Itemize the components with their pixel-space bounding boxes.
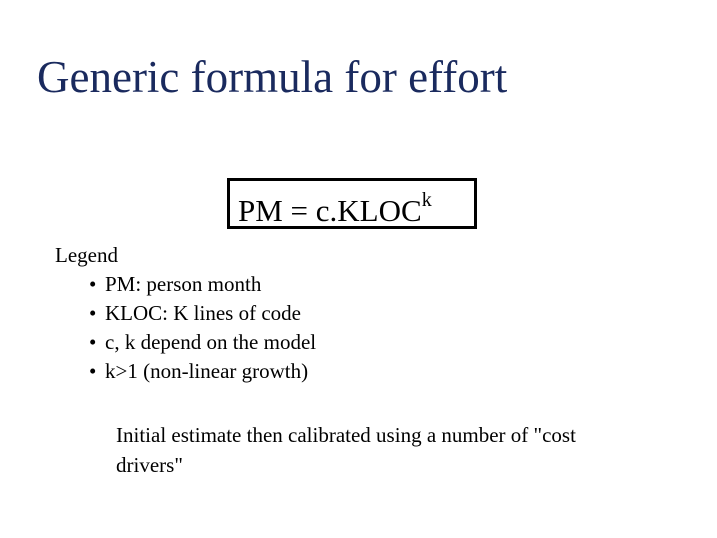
formula-exponent: k	[421, 188, 432, 211]
formula-base: PM = c.KLOC	[238, 193, 422, 228]
legend-item-text: c, k depend on the model	[105, 330, 317, 354]
legend-item-c-k	[89, 328, 316, 357]
formula-box	[227, 178, 477, 229]
slide-title: Generic formula for effort	[37, 52, 508, 102]
bullet-icon: •	[89, 359, 97, 383]
legend-heading: Legend	[55, 243, 118, 267]
legend-item-text: KLOC: K lines of code	[105, 301, 301, 325]
bullet-icon: •	[89, 301, 97, 325]
calibration-note: Initial estimate then calibrated using a number of "cost drivers"	[116, 423, 576, 477]
bullet-icon: •	[89, 330, 97, 354]
legend-list	[55, 270, 316, 386]
bullet-icon: •	[89, 272, 97, 296]
legend-item-kloc	[89, 299, 316, 328]
legend-item-pm	[89, 270, 316, 299]
legend-item-text: PM: person month	[105, 272, 262, 296]
legend-item-growth	[89, 357, 316, 386]
legend	[55, 241, 316, 386]
legend-item-text: k>1 (non-linear growth)	[105, 359, 309, 383]
